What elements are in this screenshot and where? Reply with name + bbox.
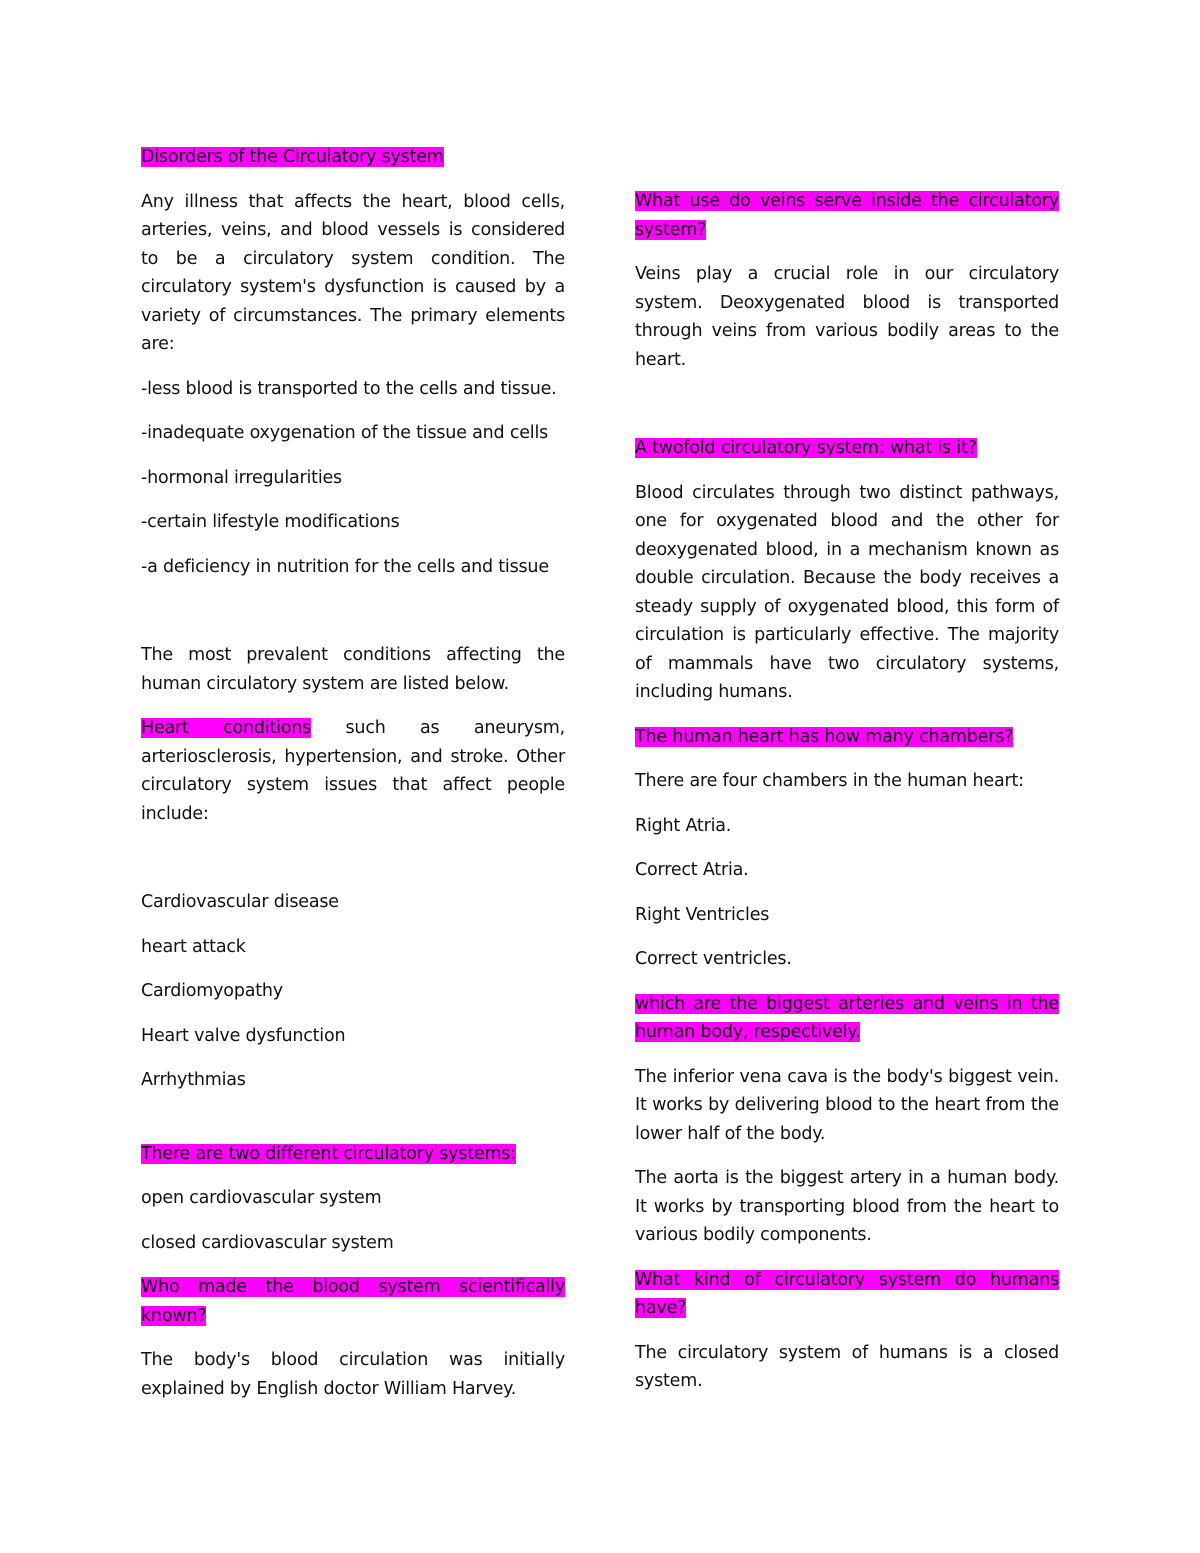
chamber-item: Correct ventricles. <box>635 949 792 969</box>
issue-item: Arrhythmias <box>141 1070 246 1090</box>
kind-heading: What kind of circulatory system do humans have? <box>635 1269 1059 1318</box>
chamber-item: Correct Atria. <box>635 860 749 880</box>
system-item: open cardiovascular system <box>141 1188 382 1208</box>
system-item: closed cardiovascular system <box>141 1232 394 1253</box>
element-item: -less blood is transported to the cells and tissue. <box>141 378 557 399</box>
element-item: -a deficiency in nutrition for the cells and tissue <box>141 556 549 577</box>
issue-item: Cardiovascular disease <box>141 892 339 912</box>
biggest-heading: which are the biggest arteries and veins in the human body, respectively. <box>635 993 1059 1042</box>
veins-answer: Veins play a crucial role in our circulatory system. Deoxygenated blood is transported through veins from various bodily areas to the heart. <box>635 264 1059 370</box>
heart-conditions-highlight: Heart conditions <box>141 718 312 738</box>
chamber-item: Right Ventricles <box>635 904 770 925</box>
chambers-heading: The human heart has how many chambers? <box>635 726 1014 747</box>
who-heading: Who made the blood system scientifically known? <box>141 1277 565 1326</box>
two-systems-heading: There are two different circulatory systems: <box>141 1143 516 1164</box>
veins-heading: What use do veins serve inside the circulatory system? <box>635 191 1059 240</box>
intro-paragraph: Any illness that affects the heart, blood cells, arteries, veins, and blood vessels is considered to be a circulatory system condition. The circulatory system's dysfunction is caused by a variety of circumstances. The primary elements are: <box>141 191 565 354</box>
aorta-answer: The aorta is the biggest artery in a human body. It works by transporting blood from the heart to various bodily components. <box>635 1168 1059 1245</box>
who-answer: The body's blood circulation was initially explained by English doctor William Harvey. <box>141 1350 565 1399</box>
left-column <box>141 143 565 1403</box>
chamber-item: Right Atria. <box>635 815 732 836</box>
element-item: -hormonal irregularities <box>141 467 342 488</box>
right-column <box>635 187 1059 1396</box>
prevalent-paragraph: The most prevalent conditions affecting the human circulatory system are listed below. <box>141 645 565 694</box>
vein-answer: The inferior vena cava is the body's biggest vein. It works by delivering blood to the heart from the lower half of the body. <box>635 1066 1059 1144</box>
issue-item: Heart valve dysfunction <box>141 1025 346 1046</box>
document-title: Disorders of the Circulatory system <box>141 147 444 167</box>
twofold-answer: Blood circulates through two distinct pathways, one for oxygenated blood and the other for deoxygenated blood, in a mechanism known as double circulation. Because the body receives a steady supply of oxygenated blood, this form of circulation is particularly effective. The majority of mammals have two circulatory systems, including humans. <box>635 482 1059 702</box>
heart-conditions-paragraph: Heart conditions such as aneurysm, arteriosclerosis, hypertension, and stroke. Other circulatory system issues that affect people include: <box>141 718 565 824</box>
issue-item: heart attack <box>141 936 246 957</box>
chambers-intro: There are four chambers in the human heart: <box>635 771 1024 791</box>
twofold-heading: A twofold circulatory system: what is it? <box>635 438 977 458</box>
kind-answer: The circulatory system of humans is a closed system. <box>635 1342 1059 1391</box>
element-item: -inadequate oxygenation of the tissue and cells <box>141 423 549 443</box>
issue-item: Cardiomyopathy <box>141 981 283 1001</box>
element-item: -certain lifestyle modifications <box>141 512 400 532</box>
